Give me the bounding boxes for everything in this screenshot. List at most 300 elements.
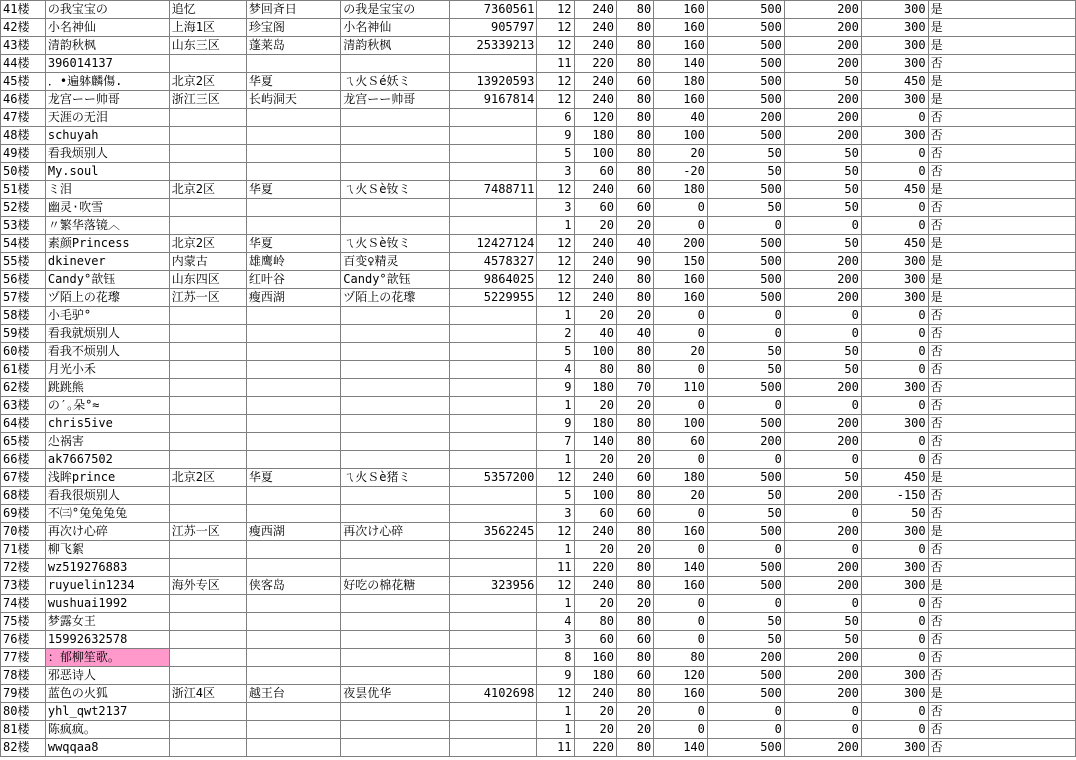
cell-reward-a[interactable]: 500 [707,685,784,703]
cell-diff[interactable]: 20 [654,145,708,163]
cell-server[interactable] [246,505,340,523]
cell-floor[interactable]: 68楼 [1,487,46,505]
cell-reward-b[interactable]: 200 [784,685,861,703]
cell-name[interactable]: 小毛驴° [45,307,169,325]
cell-region[interactable] [169,325,246,343]
cell-base[interactable]: 80 [617,289,654,307]
cell-diff[interactable]: 160 [654,289,708,307]
cell-region[interactable]: 江苏一区 [169,523,246,541]
cell-character[interactable] [341,163,450,181]
cell-total[interactable]: 300 [861,415,928,433]
cell-points[interactable]: 240 [574,37,616,55]
cell-reward-a[interactable]: 0 [707,397,784,415]
cell-reward-b[interactable]: 200 [784,19,861,37]
cell-points[interactable]: 220 [574,55,616,73]
cell-floor[interactable]: 69楼 [1,505,46,523]
cell-reward-b[interactable]: 50 [784,73,861,91]
cell-diff[interactable]: 160 [654,19,708,37]
table-row[interactable] [1,523,1076,541]
cell-flag[interactable]: 否 [928,397,1075,415]
cell-total[interactable]: 300 [861,379,928,397]
cell-diff[interactable]: 110 [654,379,708,397]
cell-reward-a[interactable]: 500 [707,127,784,145]
cell-diff[interactable]: 20 [654,343,708,361]
cell-flag[interactable]: 是 [928,685,1075,703]
cell-total[interactable]: 300 [861,271,928,289]
cell-name[interactable]: 15992632578 [45,631,169,649]
cell-reward-a[interactable]: 500 [707,523,784,541]
cell-character[interactable] [341,613,450,631]
cell-total[interactable]: 300 [861,1,928,19]
cell-id[interactable]: 13920593 [450,73,537,91]
cell-reward-b[interactable]: 200 [784,289,861,307]
cell-flag[interactable]: 否 [928,595,1075,613]
cell-flag[interactable]: 是 [928,577,1075,595]
cell-floor[interactable]: 77楼 [1,649,46,667]
cell-name[interactable]: wz519276883 [45,559,169,577]
cell-diff[interactable]: 180 [654,181,708,199]
cell-character[interactable] [341,721,450,739]
cell-reward-b[interactable]: 0 [784,541,861,559]
cell-server[interactable] [246,307,340,325]
cell-level[interactable]: 9 [537,127,574,145]
cell-name[interactable]: 陈疯疯。 [45,721,169,739]
cell-base[interactable]: 80 [617,739,654,757]
cell-character[interactable] [341,361,450,379]
cell-name[interactable]: 蓝色の火狐 [45,685,169,703]
cell-reward-b[interactable]: 200 [784,55,861,73]
cell-base[interactable]: 40 [617,325,654,343]
cell-server[interactable] [246,145,340,163]
cell-points[interactable]: 100 [574,487,616,505]
cell-reward-b[interactable]: 0 [784,505,861,523]
cell-flag[interactable]: 是 [928,271,1075,289]
cell-reward-a[interactable]: 50 [707,163,784,181]
cell-total[interactable]: 300 [861,253,928,271]
cell-diff[interactable]: -20 [654,163,708,181]
cell-points[interactable]: 240 [574,253,616,271]
cell-points[interactable]: 120 [574,109,616,127]
cell-diff[interactable]: 0 [654,325,708,343]
cell-total[interactable]: 0 [861,109,928,127]
cell-server[interactable]: 红叶谷 [246,271,340,289]
cell-diff[interactable]: 200 [654,235,708,253]
table-row[interactable] [1,667,1076,685]
table-row[interactable] [1,613,1076,631]
cell-character[interactable]: 再次け心碎 [341,523,450,541]
table-row[interactable] [1,487,1076,505]
cell-reward-a[interactable]: 50 [707,505,784,523]
cell-flag[interactable]: 是 [928,235,1075,253]
table-row[interactable] [1,235,1076,253]
cell-name[interactable]: 清韵秋枫 [45,37,169,55]
cell-diff[interactable]: 160 [654,1,708,19]
cell-region[interactable] [169,127,246,145]
cell-points[interactable]: 100 [574,145,616,163]
cell-points[interactable]: 240 [574,577,616,595]
cell-flag[interactable]: 否 [928,487,1075,505]
cell-server[interactable] [246,613,340,631]
cell-points[interactable]: 20 [574,217,616,235]
cell-reward-b[interactable]: 200 [784,127,861,145]
cell-reward-a[interactable]: 500 [707,235,784,253]
cell-character[interactable] [341,127,450,145]
cell-diff[interactable]: 40 [654,109,708,127]
cell-base[interactable]: 80 [617,91,654,109]
cell-character[interactable] [341,631,450,649]
cell-reward-a[interactable]: 50 [707,631,784,649]
cell-name[interactable]: 小名神仙 [45,19,169,37]
cell-level[interactable]: 11 [537,739,574,757]
cell-id[interactable] [450,433,537,451]
cell-name[interactable]: 梦露女王 [45,613,169,631]
cell-floor[interactable]: 48楼 [1,127,46,145]
cell-reward-b[interactable]: 0 [784,325,861,343]
cell-id[interactable] [450,109,537,127]
cell-level[interactable]: 12 [537,37,574,55]
cell-reward-b[interactable]: 50 [784,613,861,631]
cell-server[interactable] [246,163,340,181]
cell-reward-a[interactable]: 500 [707,55,784,73]
cell-level[interactable]: 1 [537,451,574,469]
cell-total[interactable]: 0 [861,649,928,667]
cell-name[interactable]: 跳跳熊 [45,379,169,397]
cell-id[interactable] [450,307,537,325]
cell-floor[interactable]: 54楼 [1,235,46,253]
cell-total[interactable]: 450 [861,181,928,199]
cell-floor[interactable]: 44楼 [1,55,46,73]
cell-character[interactable]: の我是宝宝の [341,1,450,19]
cell-diff[interactable]: 150 [654,253,708,271]
cell-reward-b[interactable]: 50 [784,631,861,649]
cell-reward-b[interactable]: 0 [784,397,861,415]
table-row[interactable] [1,739,1076,757]
cell-id[interactable] [450,217,537,235]
cell-diff[interactable]: 0 [654,721,708,739]
cell-server[interactable]: 瘦西湖 [246,289,340,307]
cell-total[interactable]: 300 [861,127,928,145]
cell-server[interactable] [246,109,340,127]
cell-region[interactable] [169,631,246,649]
cell-name[interactable]: の′｡朵°≈ [45,397,169,415]
cell-base[interactable]: 80 [617,1,654,19]
table-row[interactable] [1,577,1076,595]
cell-reward-a[interactable]: 500 [707,91,784,109]
cell-diff[interactable]: 140 [654,559,708,577]
cell-reward-a[interactable]: 0 [707,541,784,559]
cell-reward-a[interactable]: 500 [707,559,784,577]
cell-id[interactable]: 4102698 [450,685,537,703]
cell-id[interactable] [450,739,537,757]
cell-region[interactable]: 北京2区 [169,181,246,199]
cell-name[interactable]: yhl_qwt2137 [45,703,169,721]
cell-flag[interactable]: 否 [928,199,1075,217]
cell-server[interactable] [246,55,340,73]
cell-total[interactable]: 450 [861,73,928,91]
cell-reward-a[interactable]: 0 [707,307,784,325]
cell-flag[interactable]: 是 [928,73,1075,91]
cell-points[interactable]: 180 [574,415,616,433]
cell-floor[interactable]: 76楼 [1,631,46,649]
cell-name[interactable]: 再次け心碎 [45,523,169,541]
cell-base[interactable]: 80 [617,613,654,631]
cell-reward-a[interactable]: 0 [707,595,784,613]
cell-level[interactable]: 1 [537,541,574,559]
cell-character[interactable]: 龙宫ーー帅哥 [341,91,450,109]
cell-base[interactable]: 80 [617,487,654,505]
cell-character[interactable] [341,505,450,523]
cell-base[interactable]: 60 [617,73,654,91]
table-row[interactable] [1,199,1076,217]
cell-region[interactable] [169,703,246,721]
cell-total[interactable]: 300 [861,55,928,73]
cell-region[interactable]: 追忆 [169,1,246,19]
cell-level[interactable]: 12 [537,91,574,109]
cell-level[interactable]: 12 [537,685,574,703]
cell-character[interactable]: 夜昙优华 [341,685,450,703]
cell-points[interactable]: 160 [574,649,616,667]
cell-region[interactable]: 北京2区 [169,235,246,253]
cell-total[interactable]: 50 [861,505,928,523]
table-row[interactable] [1,595,1076,613]
cell-reward-a[interactable]: 500 [707,1,784,19]
cell-character[interactable]: ヅ陌上の花瓈 [341,289,450,307]
cell-base[interactable]: 20 [617,397,654,415]
cell-flag[interactable]: 否 [928,55,1075,73]
cell-character[interactable]: ㄟ火Ｓè钕ミ [341,235,450,253]
cell-level[interactable]: 3 [537,631,574,649]
cell-server[interactable]: 梦回斉日 [246,1,340,19]
cell-id[interactable] [450,631,537,649]
cell-id[interactable]: 3562245 [450,523,537,541]
cell-id[interactable]: 7360561 [450,1,537,19]
cell-reward-b[interactable]: 0 [784,721,861,739]
cell-reward-a[interactable]: 500 [707,289,784,307]
cell-id[interactable]: 5229955 [450,289,537,307]
cell-server[interactable] [246,595,340,613]
cell-server[interactable]: 长屿洞天 [246,91,340,109]
cell-base[interactable]: 80 [617,19,654,37]
cell-points[interactable]: 180 [574,667,616,685]
cell-name[interactable]: wwqqaa8 [45,739,169,757]
cell-name[interactable]: chris5ive [45,415,169,433]
cell-level[interactable]: 5 [537,487,574,505]
cell-character[interactable] [341,199,450,217]
cell-region[interactable] [169,145,246,163]
cell-server[interactable] [246,343,340,361]
table-row[interactable] [1,109,1076,127]
cell-floor[interactable]: 81楼 [1,721,46,739]
table-row[interactable] [1,325,1076,343]
cell-name[interactable]: 看我烦别人 [45,145,169,163]
cell-level[interactable]: 5 [537,343,574,361]
cell-base[interactable]: 60 [617,181,654,199]
cell-floor[interactable]: 71楼 [1,541,46,559]
cell-name[interactable]: ruyuelin1234 [45,577,169,595]
cell-server[interactable] [246,649,340,667]
cell-diff[interactable]: 100 [654,415,708,433]
cell-points[interactable]: 240 [574,235,616,253]
cell-region[interactable] [169,613,246,631]
cell-level[interactable]: 7 [537,433,574,451]
cell-flag[interactable]: 否 [928,307,1075,325]
cell-base[interactable]: 80 [617,523,654,541]
cell-character[interactable] [341,109,450,127]
cell-floor[interactable]: 51楼 [1,181,46,199]
cell-region[interactable] [169,397,246,415]
cell-region[interactable] [169,109,246,127]
table-row[interactable] [1,91,1076,109]
cell-level[interactable]: 1 [537,397,574,415]
cell-reward-b[interactable]: 200 [784,739,861,757]
cell-reward-a[interactable]: 500 [707,739,784,757]
cell-character[interactable] [341,595,450,613]
cell-region[interactable] [169,739,246,757]
cell-reward-a[interactable]: 50 [707,343,784,361]
cell-diff[interactable]: 0 [654,397,708,415]
cell-total[interactable]: 0 [861,361,928,379]
cell-id[interactable] [450,379,537,397]
cell-server[interactable]: 华夏 [246,235,340,253]
cell-base[interactable]: 20 [617,703,654,721]
table-row[interactable] [1,505,1076,523]
cell-diff[interactable]: 0 [654,631,708,649]
cell-region[interactable] [169,487,246,505]
cell-flag[interactable]: 否 [928,451,1075,469]
cell-region[interactable]: 江苏一区 [169,289,246,307]
cell-points[interactable]: 240 [574,289,616,307]
cell-region[interactable]: 山东三区 [169,37,246,55]
cell-server[interactable] [246,667,340,685]
cell-reward-a[interactable]: 500 [707,19,784,37]
cell-base[interactable]: 20 [617,451,654,469]
cell-base[interactable]: 20 [617,595,654,613]
cell-level[interactable]: 4 [537,613,574,631]
table-row[interactable] [1,469,1076,487]
cell-character[interactable]: 好吃の棉花糖 [341,577,450,595]
cell-floor[interactable]: 45楼 [1,73,46,91]
cell-character[interactable] [341,433,450,451]
cell-base[interactable]: 80 [617,649,654,667]
cell-points[interactable]: 180 [574,379,616,397]
cell-reward-b[interactable]: 0 [784,307,861,325]
cell-base[interactable]: 70 [617,379,654,397]
table-row[interactable] [1,415,1076,433]
cell-points[interactable]: 220 [574,739,616,757]
cell-reward-b[interactable]: 200 [784,253,861,271]
cell-character[interactable]: ㄟ火Ｓé妖ミ [341,73,450,91]
cell-reward-a[interactable]: 50 [707,145,784,163]
cell-level[interactable]: 12 [537,253,574,271]
cell-reward-b[interactable]: 0 [784,217,861,235]
cell-reward-b[interactable]: 200 [784,433,861,451]
cell-floor[interactable]: 80楼 [1,703,46,721]
cell-id[interactable] [450,703,537,721]
cell-reward-b[interactable]: 0 [784,451,861,469]
cell-level[interactable]: 3 [537,199,574,217]
cell-reward-b[interactable]: 200 [784,271,861,289]
cell-total[interactable]: 0 [861,397,928,415]
table-row[interactable] [1,451,1076,469]
table-row[interactable] [1,1,1076,19]
cell-level[interactable]: 12 [537,469,574,487]
cell-points[interactable]: 140 [574,433,616,451]
cell-points[interactable]: 80 [574,613,616,631]
table-row[interactable] [1,307,1076,325]
cell-base[interactable]: 80 [617,37,654,55]
cell-floor[interactable]: 49楼 [1,145,46,163]
cell-reward-a[interactable]: 50 [707,487,784,505]
cell-region[interactable] [169,415,246,433]
cell-name[interactable]: 看我不烦别人 [45,343,169,361]
cell-reward-a[interactable]: 200 [707,649,784,667]
cell-server[interactable]: 华夏 [246,181,340,199]
cell-reward-a[interactable]: 500 [707,415,784,433]
cell-id[interactable] [450,415,537,433]
cell-diff[interactable]: 160 [654,37,708,55]
cell-base[interactable]: 20 [617,217,654,235]
cell-flag[interactable]: 否 [928,145,1075,163]
cell-points[interactable]: 20 [574,703,616,721]
cell-name[interactable]: ．•遍躰麟傷. [45,73,169,91]
cell-name[interactable]: ak7667502 [45,451,169,469]
cell-floor[interactable]: 66楼 [1,451,46,469]
cell-flag[interactable]: 是 [928,253,1075,271]
cell-floor[interactable]: 55楼 [1,253,46,271]
cell-region[interactable] [169,559,246,577]
cell-reward-b[interactable]: 200 [784,109,861,127]
cell-level[interactable]: 3 [537,163,574,181]
cell-region[interactable]: 北京2区 [169,469,246,487]
cell-reward-a[interactable]: 200 [707,433,784,451]
cell-reward-b[interactable]: 200 [784,667,861,685]
cell-server[interactable] [246,415,340,433]
table-row[interactable] [1,271,1076,289]
cell-server[interactable] [246,217,340,235]
cell-level[interactable]: 2 [537,325,574,343]
table-row[interactable] [1,379,1076,397]
cell-id[interactable] [450,505,537,523]
cell-floor[interactable]: 62楼 [1,379,46,397]
cell-reward-a[interactable]: 500 [707,577,784,595]
cell-level[interactable]: 8 [537,649,574,667]
cell-base[interactable]: 80 [617,433,654,451]
cell-character[interactable]: 百变♀精灵 [341,253,450,271]
cell-flag[interactable]: 否 [928,703,1075,721]
cell-floor[interactable]: 78楼 [1,667,46,685]
cell-character[interactable] [341,217,450,235]
cell-id[interactable] [450,559,537,577]
cell-diff[interactable]: 160 [654,91,708,109]
cell-reward-a[interactable]: 0 [707,217,784,235]
cell-base[interactable]: 80 [617,343,654,361]
cell-name[interactable]: 看我就烦别人 [45,325,169,343]
cell-total[interactable]: 300 [861,19,928,37]
cell-flag[interactable]: 否 [928,361,1075,379]
cell-reward-b[interactable]: 200 [784,91,861,109]
cell-flag[interactable]: 是 [928,289,1075,307]
cell-total[interactable]: 0 [861,595,928,613]
cell-base[interactable]: 80 [617,577,654,595]
cell-level[interactable]: 1 [537,721,574,739]
cell-flag[interactable]: 否 [928,649,1075,667]
cell-reward-b[interactable]: 50 [784,343,861,361]
cell-name[interactable]: ミ泪 [45,181,169,199]
cell-flag[interactable]: 是 [928,1,1075,19]
cell-server[interactable]: 蓬莱岛 [246,37,340,55]
cell-id[interactable]: 12427124 [450,235,537,253]
cell-base[interactable]: 80 [617,145,654,163]
